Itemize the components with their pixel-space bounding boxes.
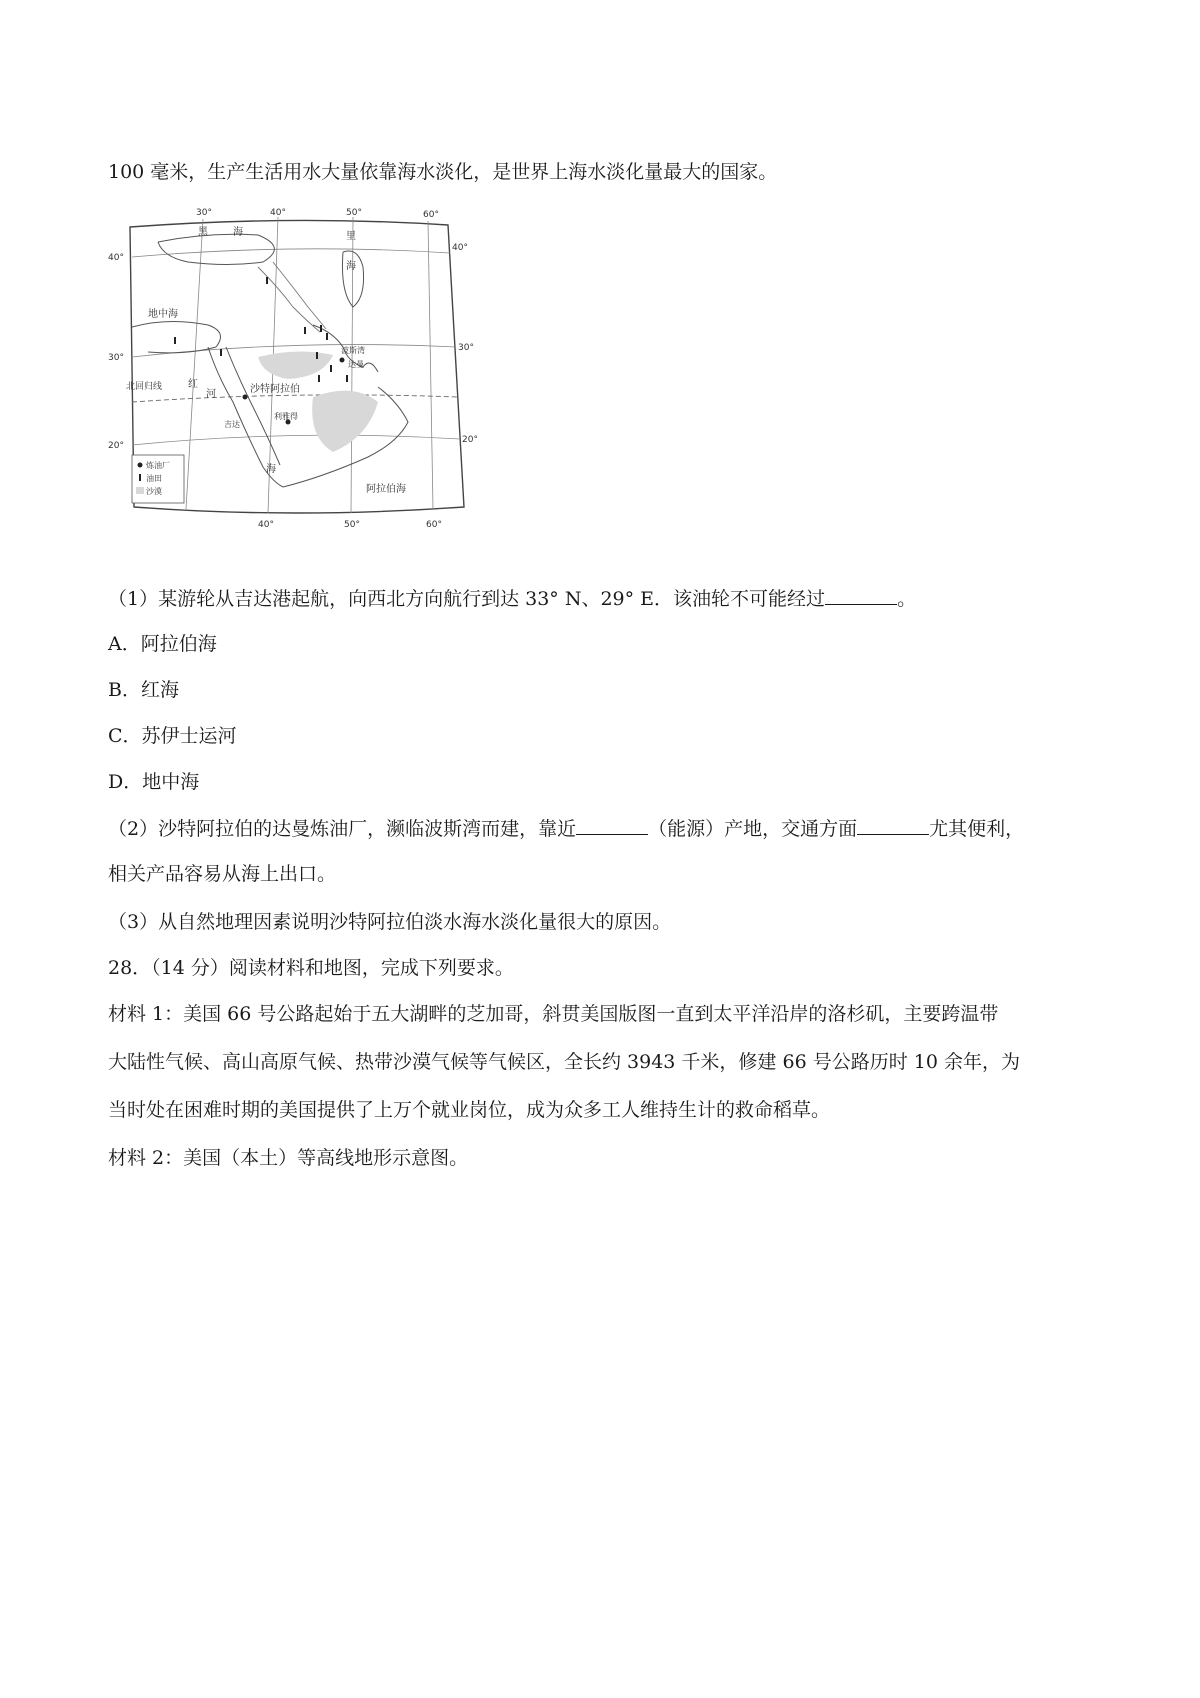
q28-heading: 28．（14 分）阅读材料和地图，完成下列要求。 [108, 957, 514, 979]
lon-label-top: 50° [346, 208, 362, 218]
lon-label-bottom: 50° [344, 520, 360, 530]
legend-desert: 沙漠 [146, 487, 162, 496]
q2-text: （2）沙特阿拉伯的达曼炼油厂，濒临波斯湾而建，靠近 [108, 818, 577, 840]
mediterranean-label: 地中海 [148, 309, 178, 320]
q2-stem-line2: 相关产品容易从海上出口。 [108, 863, 337, 885]
arabian-sea-label: 阿拉伯海 [366, 484, 406, 495]
material2-text: 材料 2：美国（本土）等高线地形示意图。 [108, 1147, 469, 1169]
red-sea-label: 海 [266, 464, 276, 475]
map-legend [132, 455, 184, 503]
legend-oilfield: 油田 [146, 474, 162, 483]
tropic-label: 北回归线 [126, 382, 163, 392]
dammam-label: 达曼 [348, 360, 364, 369]
tropic-line [132, 395, 458, 402]
q2-transport-blank[interactable] [857, 816, 929, 835]
intro-text: 100 毫米，生产生活用水大量依靠海水淡化，是世界上海水淡化量最大的国家。 [108, 161, 778, 183]
lon-label-top: 60° [423, 210, 439, 220]
material1-line: 大陆性气候、高山高原气候、热带沙漠气候等气候区，全长约 3943 千米，修建 66 号公路历时 10 余年，为 [108, 1051, 1020, 1073]
q1-stem-text: （1）某游轮从吉达港起航，向西北方向航行到达 33° N、29° E．该油轮不可能经过 [108, 588, 826, 610]
black-sea-label: 黑 [198, 227, 208, 238]
q2-text: （能源）产地，交通方面 [648, 818, 858, 840]
q2-energy-blank[interactable] [576, 816, 648, 835]
q1-answer-blank[interactable] [825, 586, 897, 605]
persian-gulf-label: 波斯湾 [341, 346, 365, 355]
lat-label-left: 30° [108, 353, 124, 363]
desert-south [312, 391, 378, 452]
lat-label-right: 20° [462, 435, 478, 445]
black-sea-label: 海 [233, 227, 243, 238]
lon-label-top: 40° [270, 208, 286, 218]
riyadh-label: 利雅得 [274, 412, 298, 421]
lon-label-bottom: 40° [258, 520, 274, 530]
q1-stem-end: 。 [897, 588, 917, 610]
red-sea-label: 红 [188, 379, 198, 390]
middle-east-map [108, 207, 478, 537]
q1-option-b: B．红海 [108, 679, 179, 701]
lat-label-left: 20° [108, 441, 124, 451]
legend-refinery: 炼油厂 [146, 461, 170, 470]
lat-label-right: 40° [452, 243, 468, 253]
lon-label-top: 30° [196, 208, 212, 218]
q1-stem [108, 586, 916, 611]
lon-label-bottom: 60° [426, 520, 442, 530]
material1-line: 材料 1：美国 66 号公路起始于五大湖畔的芝加哥，斜贯美国版图一直到太平洋沿岸的洛杉矶，主要跨温带 [108, 1003, 999, 1025]
lat-label-left: 40° [108, 253, 124, 263]
q1-option-c: C．苏伊士运河 [108, 725, 237, 747]
q2-stem [108, 816, 1024, 841]
caspian-sea-label: 里 [346, 231, 356, 242]
saudi-arabia-label: 沙特阿拉伯 [250, 384, 300, 395]
caspian-sea-label: 海 [346, 261, 356, 272]
river-label: 河 [206, 389, 216, 400]
q3-stem: （3）从自然地理因素说明沙特阿拉伯淡水海水淡化量很大的原因。 [108, 911, 672, 933]
q1-option-d: D．地中海 [108, 771, 200, 793]
material1-line: 当时处在困难时期的美国提供了上万个就业岗位，成为众多工人维持生计的救命稻草。 [108, 1099, 831, 1121]
q1-option-a: A．阿拉伯海 [108, 633, 217, 655]
desert-north [258, 351, 333, 379]
jeddah-label: 吉达 [224, 420, 240, 429]
lat-label-right: 30° [458, 343, 474, 353]
q2-text: 尤其便利， [929, 818, 1025, 840]
